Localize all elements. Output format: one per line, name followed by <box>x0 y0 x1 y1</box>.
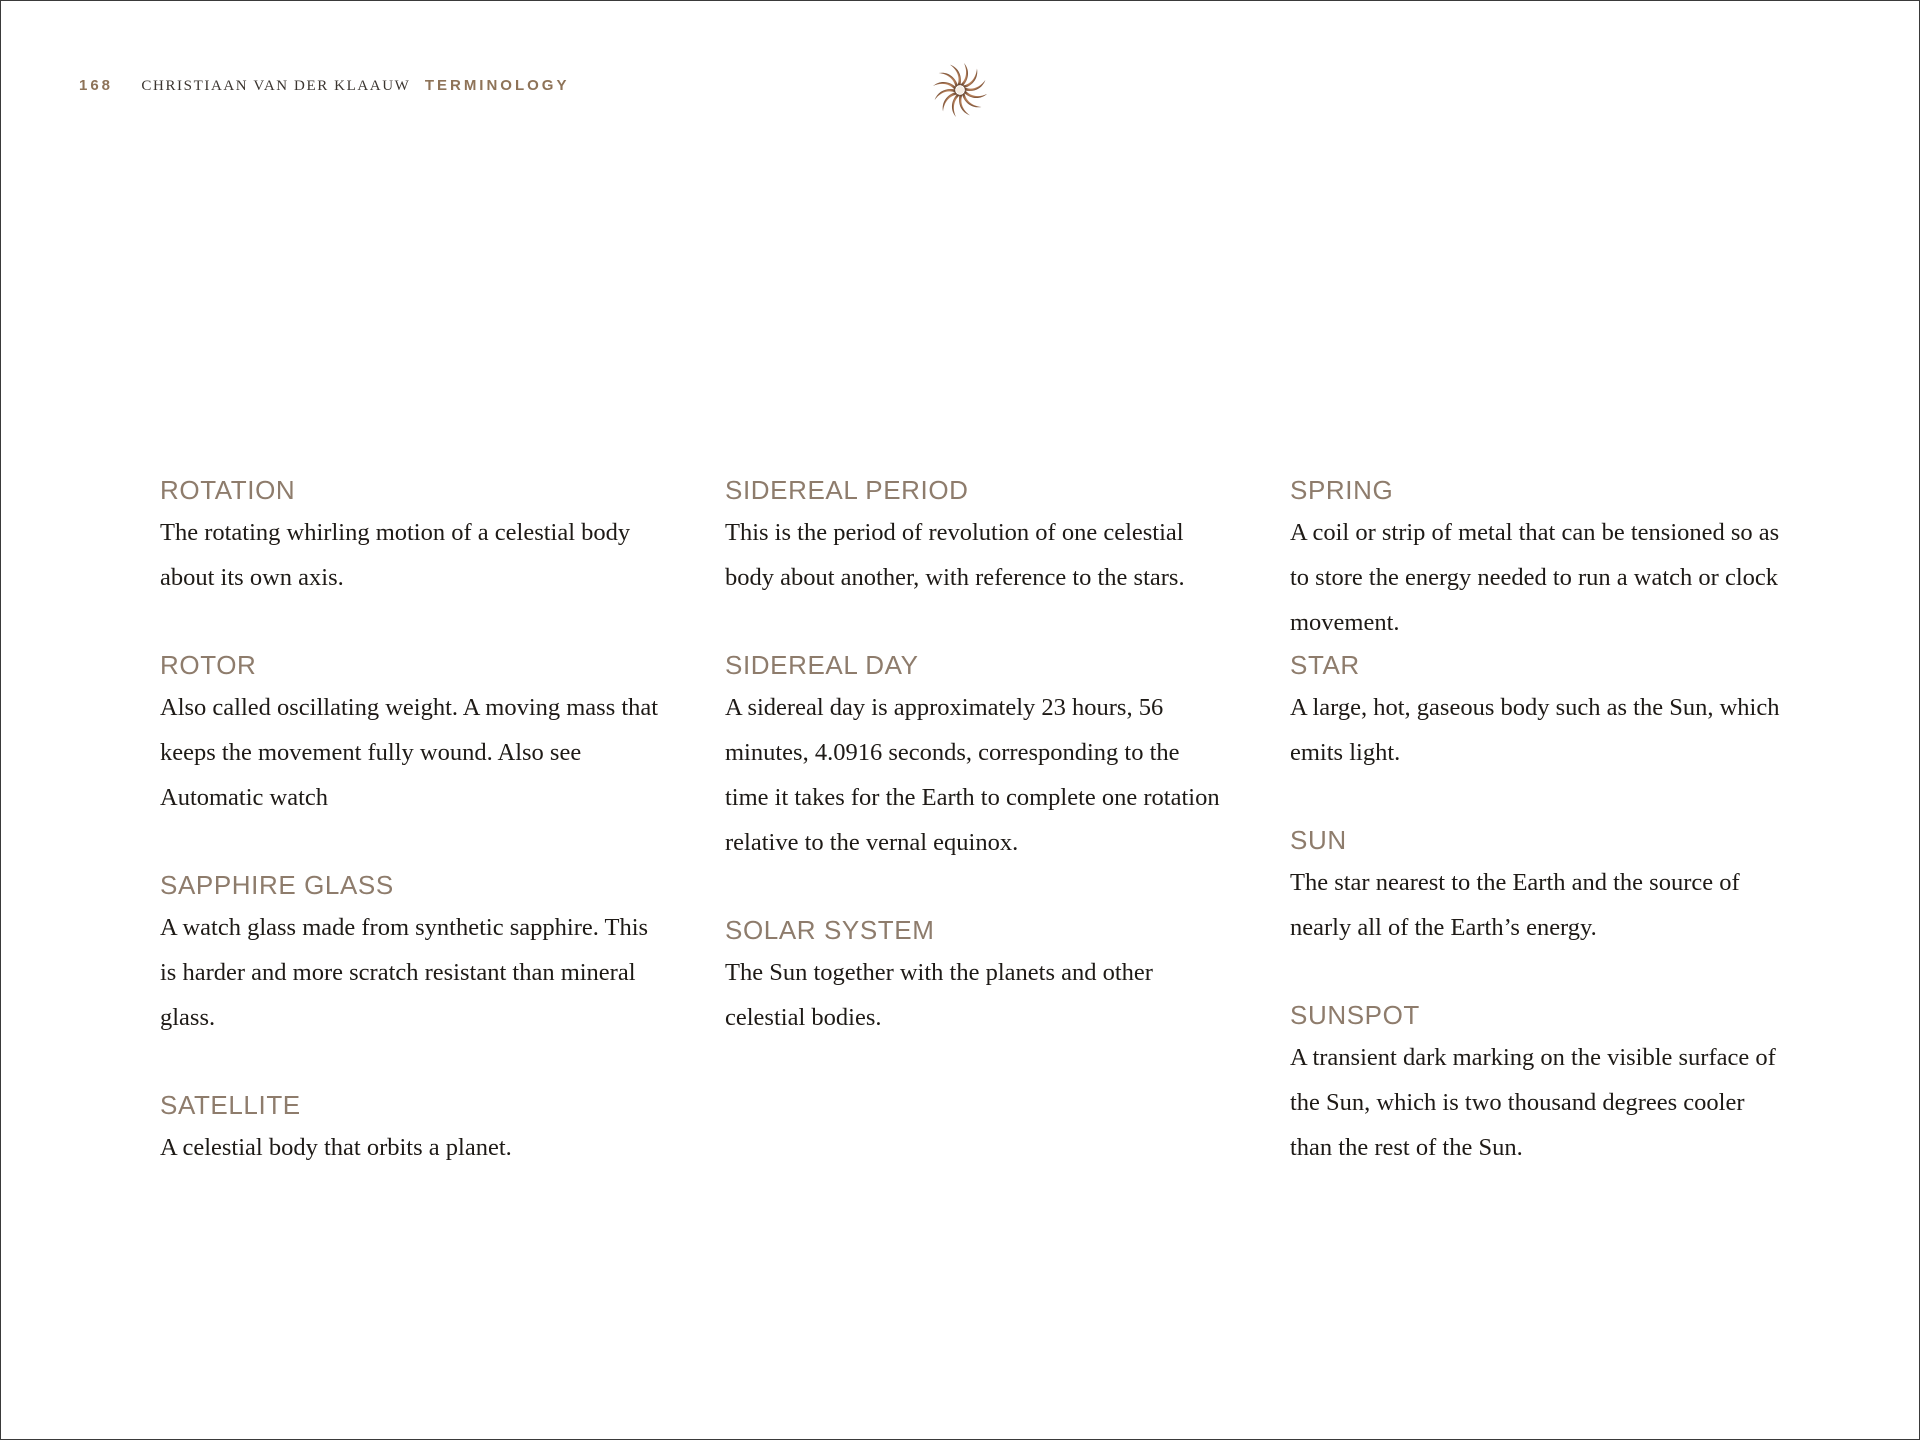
glossary-entry-star <box>1290 645 1790 775</box>
term-heading: SIDEREAL DAY <box>725 650 919 680</box>
term-definition: A large, hot, gaseous body such as the Sun, which emits light. <box>1290 694 1780 766</box>
page-number: 168 <box>79 77 114 94</box>
term-definition: A sidereal day is approximately 23 hours, 56 minutes, 4.0916 seconds, corresponding to the time it takes for the Earth to complete one rotation relative to the vernal equinox. <box>725 694 1220 856</box>
term-heading: SATELLITE <box>160 1090 301 1120</box>
term-definition: A celestial body that orbits a planet. <box>160 1134 512 1161</box>
term-heading: ROTOR <box>160 650 257 680</box>
glossary-entry-sunspot <box>1290 995 1790 1170</box>
glossary-column-3 <box>1290 470 1790 1170</box>
glossary-column-2 <box>725 470 1225 1040</box>
term-definition: A watch glass made from synthetic sapphire. This is harder and more scratch resistant than mineral glass. <box>160 914 649 1031</box>
term-definition: Also called oscillating weight. A moving mass that keeps the movement fully wound. Also see Automatic watch <box>160 694 659 811</box>
sunburst-logo-icon <box>931 61 989 119</box>
glossary-column-1 <box>160 470 660 1170</box>
term-definition: The rotating whirling motion of a celestial body about its own axis. <box>160 519 631 591</box>
logo-ray <box>960 63 968 86</box>
term-heading: SUNSPOT <box>1290 1000 1420 1030</box>
term-definition: The Sun together with the planets and other celestial bodies. <box>725 959 1153 1031</box>
glossary-entry-sidereal-day <box>725 645 1225 865</box>
glossary-entry-sidereal-period <box>725 470 1225 600</box>
term-heading: STAR <box>1290 650 1360 680</box>
term-definition: A transient dark marking on the visible surface of the Sun, which is two thousand degrees cooler than the rest of the Sun. <box>1290 1044 1776 1161</box>
logo-ray <box>952 94 960 117</box>
term-definition: The star nearest to the Earth and the source of nearly all of the Earth’s energy. <box>1290 869 1740 941</box>
term-heading: ROTATION <box>160 475 296 505</box>
glossary-entry-rotor <box>160 645 660 820</box>
header-section: TERMINOLOGY <box>424 77 570 94</box>
glossary-entry-rotation <box>160 470 660 600</box>
term-heading: SUN <box>1290 825 1347 855</box>
term-heading: SIDEREAL PERIOD <box>725 475 969 505</box>
running-header <box>79 76 569 96</box>
glossary-entry-sapphire-glass <box>160 865 660 1040</box>
term-heading: SPRING <box>1290 475 1394 505</box>
glossary-entry-sun <box>1290 820 1790 950</box>
glossary-entry-solar-system <box>725 910 1225 1040</box>
term-definition: This is the period of revolution of one celestial body about another, with reference to the stars. <box>725 519 1185 591</box>
term-heading: SAPPHIRE GLASS <box>160 870 394 900</box>
term-definition: A coil or strip of metal that can be tensioned so as to store the energy needed to run a watch or clock movement. <box>1290 519 1780 636</box>
logo-ray <box>964 90 987 98</box>
glossary-entry-satellite <box>160 1085 660 1170</box>
term-heading: SOLAR SYSTEM <box>725 915 935 945</box>
logo-ray <box>933 82 956 90</box>
header-author: CHRISTIAAN VAN DER KLAAUW <box>141 78 411 94</box>
glossary-entry-spring <box>1290 470 1790 645</box>
